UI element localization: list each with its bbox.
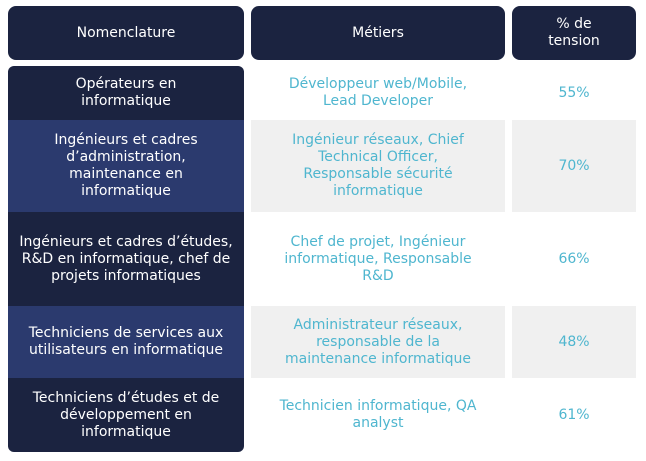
cell-tension: 66% [512, 212, 636, 306]
header-nomenclature: Nomenclature [8, 6, 244, 60]
cell-tension: 61% [512, 378, 636, 452]
cell-metiers: Développeur web/Mobile, Lead Developer [251, 66, 505, 120]
table-row [0, 378, 646, 452]
cell-nomenclature: Opérateurs en informatique [8, 66, 244, 120]
cell-metiers: Chef de projet, Ingénieur informatique, Responsable R&D [251, 212, 505, 306]
table-row [0, 212, 646, 306]
cell-metiers: Ingénieur réseaux, Chief Technical Officer, Responsable sécurité informatique [251, 120, 505, 212]
cell-tension: 55% [512, 66, 636, 120]
table-row [0, 66, 646, 120]
header-metiers: Métiers [251, 6, 505, 60]
cell-tension: 70% [512, 120, 636, 212]
cell-tension: 48% [512, 306, 636, 378]
cell-metiers: Administrateur réseaux, responsable de la maintenance informatique [251, 306, 505, 378]
table-row [0, 120, 646, 212]
cell-metiers: Technicien informatique, QA analyst [251, 378, 505, 452]
table-row [0, 306, 646, 378]
cell-nomenclature: Techniciens de services aux utilisateurs en informatique [8, 306, 244, 378]
header-tension: % de tension [512, 6, 636, 60]
cell-nomenclature: Ingénieurs et cadres d’administration, maintenance en informatique [8, 120, 244, 212]
cell-nomenclature: Ingénieurs et cadres d’études, R&D en informatique, chef de projets informatiques [8, 212, 244, 306]
cell-nomenclature: Techniciens d’études et de développement en informatique [8, 378, 244, 452]
